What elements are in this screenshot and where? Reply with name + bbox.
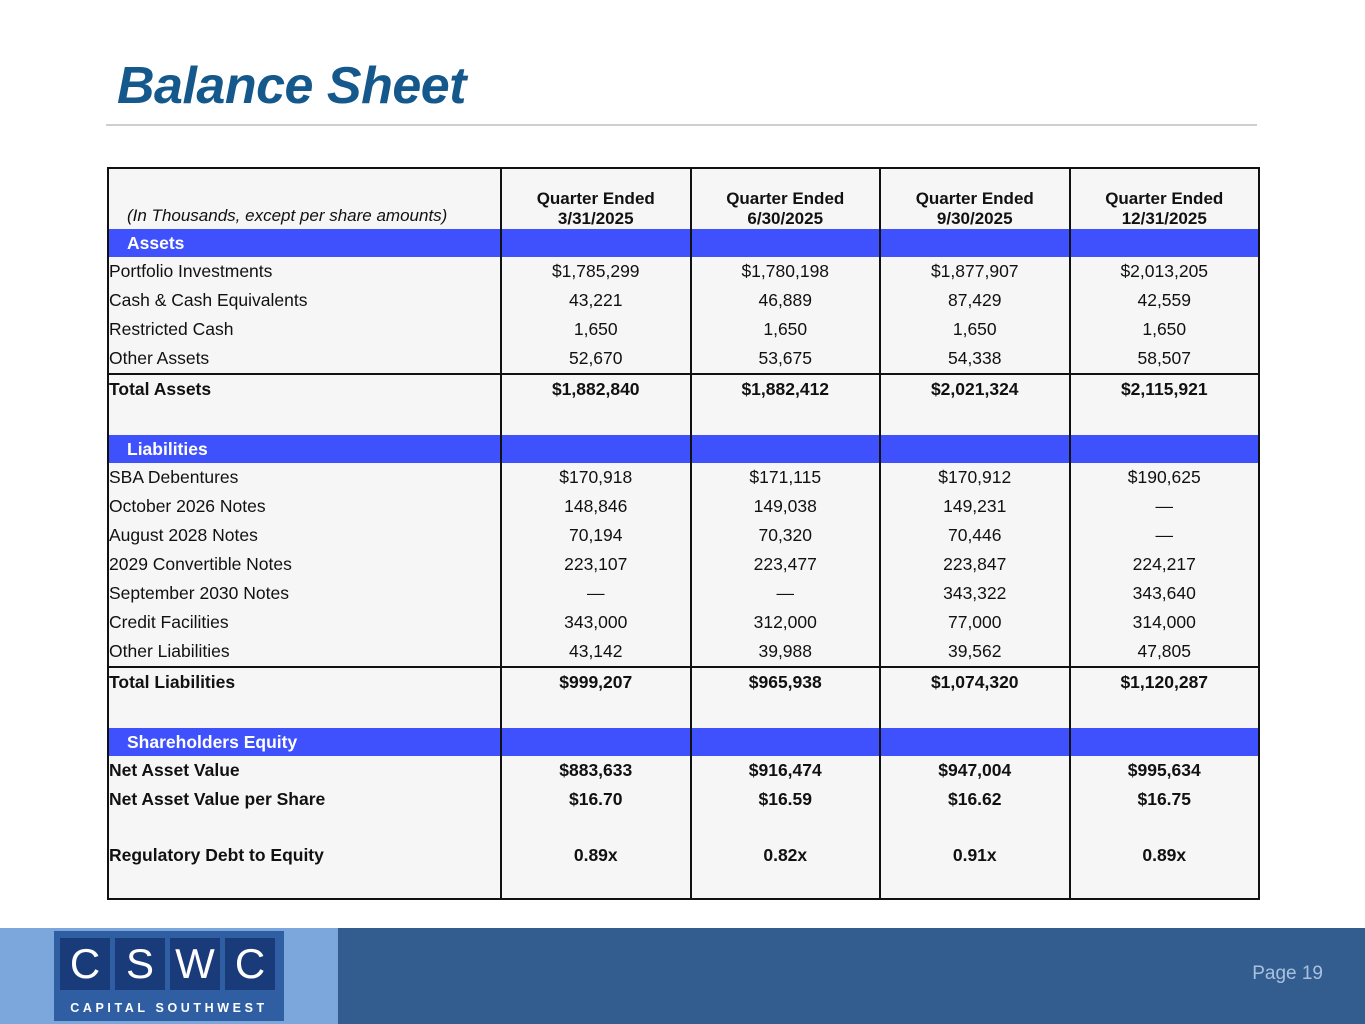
table-row xyxy=(108,608,1259,637)
cell-value: $16.70 xyxy=(501,785,691,814)
page-title: Balance Sheet xyxy=(117,57,466,115)
logo-letter: C xyxy=(60,938,110,990)
cell-value: 70,446 xyxy=(880,521,1070,550)
table-row xyxy=(108,344,1259,374)
cell-value: 149,231 xyxy=(880,492,1070,521)
cell-value: 52,670 xyxy=(501,344,691,374)
cell-value: 1,650 xyxy=(880,315,1070,344)
column-header: Quarter Ended 9/30/2025 xyxy=(880,168,1070,229)
column-header: Quarter Ended 3/31/2025 xyxy=(501,168,691,229)
cell-value: 224,217 xyxy=(1070,550,1260,579)
cell-value: 43,221 xyxy=(501,286,691,315)
row-label: Total Liabilities xyxy=(108,667,501,701)
cell-value: $190,625 xyxy=(1070,463,1260,492)
cell-value: 70,320 xyxy=(691,521,881,550)
cell-value: $1,785,299 xyxy=(501,257,691,286)
table-row xyxy=(108,463,1259,492)
cell-value: 77,000 xyxy=(880,608,1070,637)
cell-value: 42,559 xyxy=(1070,286,1260,315)
cell-value: $16.59 xyxy=(691,785,881,814)
cell-value: 149,038 xyxy=(691,492,881,521)
table-row xyxy=(108,315,1259,344)
row-label: Portfolio Investments xyxy=(109,261,273,281)
cell-value: $947,004 xyxy=(880,756,1070,785)
row-label: Net Asset Value xyxy=(109,760,240,780)
cell-value: $2,021,324 xyxy=(880,374,1070,408)
table-row xyxy=(108,637,1259,667)
cell-value: 39,988 xyxy=(691,637,881,667)
cell-value: $2,115,921 xyxy=(1070,374,1260,408)
total-liabilities-row xyxy=(108,667,1259,701)
cell-value: $2,013,205 xyxy=(1070,257,1260,286)
cell-value: 1,650 xyxy=(501,315,691,344)
cell-value: 58,507 xyxy=(1070,344,1260,374)
cell-value: 43,142 xyxy=(501,637,691,667)
table-row xyxy=(108,257,1259,286)
cell-value: $1,882,412 xyxy=(691,374,881,408)
cell-value: 54,338 xyxy=(880,344,1070,374)
total-assets-row xyxy=(108,374,1259,408)
section-header-assets: Assets xyxy=(108,229,1259,257)
row-label: SBA Debentures xyxy=(109,467,239,487)
table-row xyxy=(108,286,1259,315)
spacer-row xyxy=(108,701,1259,728)
cell-value: 343,640 xyxy=(1070,579,1260,608)
cell-value: $965,938 xyxy=(691,667,881,701)
row-label: Other Assets xyxy=(109,348,210,368)
cell-value: — xyxy=(501,579,691,608)
cell-value: $995,634 xyxy=(1070,756,1260,785)
nav-row xyxy=(108,756,1259,785)
spacer-row xyxy=(108,814,1259,841)
cell-value: 53,675 xyxy=(691,344,881,374)
logo-letter: C xyxy=(225,938,275,990)
row-label: Credit Facilities xyxy=(109,612,229,632)
company-logo xyxy=(54,931,284,1021)
page-number: Page 19 xyxy=(1252,963,1323,984)
cell-value: $1,074,320 xyxy=(880,667,1070,701)
nav-per-share-row xyxy=(108,785,1259,814)
cell-value: $1,882,840 xyxy=(501,374,691,408)
column-header: Quarter Ended 12/31/2025 xyxy=(1070,168,1260,229)
cell-value: 46,889 xyxy=(691,286,881,315)
cell-value: 223,847 xyxy=(880,550,1070,579)
row-label: Regulatory Debt to Equity xyxy=(109,845,324,865)
cell-value: 0.89x xyxy=(501,841,691,870)
logo-subtitle: CAPITAL SOUTHWEST xyxy=(70,1001,268,1015)
cell-value: 39,562 xyxy=(880,637,1070,667)
row-label: September 2030 Notes xyxy=(109,583,289,603)
cell-value: $170,912 xyxy=(880,463,1070,492)
cell-value: $1,877,907 xyxy=(880,257,1070,286)
row-label: 2029 Convertible Notes xyxy=(109,554,292,574)
row-label: Net Asset Value per Share xyxy=(109,789,326,809)
logo-letter: W xyxy=(170,938,220,990)
cell-value: 148,846 xyxy=(501,492,691,521)
table-row xyxy=(108,521,1259,550)
section-header-liabilities: Liabilities xyxy=(108,435,1259,463)
row-label: October 2026 Notes xyxy=(109,496,266,516)
cell-value: 343,000 xyxy=(501,608,691,637)
cell-value: 47,805 xyxy=(1070,637,1260,667)
spacer-row xyxy=(108,870,1259,899)
cell-value: — xyxy=(1070,492,1260,521)
cell-value: 223,477 xyxy=(691,550,881,579)
units-note: (In Thousands, except per share amounts) xyxy=(127,206,448,225)
cell-value: $171,115 xyxy=(691,463,881,492)
logo-letter: S xyxy=(115,938,165,990)
section-header-equity: Shareholders Equity xyxy=(108,728,1259,756)
cell-value: 1,650 xyxy=(691,315,881,344)
cell-value: $16.75 xyxy=(1070,785,1260,814)
row-label: August 2028 Notes xyxy=(109,525,258,545)
cell-value: $170,918 xyxy=(501,463,691,492)
title-divider xyxy=(106,124,1257,126)
cell-value: 1,650 xyxy=(1070,315,1260,344)
cell-value: — xyxy=(691,579,881,608)
cell-value: $883,633 xyxy=(501,756,691,785)
table-header-row xyxy=(108,168,1259,229)
cell-value: 0.82x xyxy=(691,841,881,870)
row-label: Total Assets xyxy=(108,374,501,408)
debt-to-equity-row xyxy=(108,841,1259,870)
cell-value: 223,107 xyxy=(501,550,691,579)
column-header: Quarter Ended 6/30/2025 xyxy=(691,168,881,229)
cell-value: 0.89x xyxy=(1070,841,1260,870)
table-row xyxy=(108,579,1259,608)
cell-value: $1,120,287 xyxy=(1070,667,1260,701)
balance-sheet-table xyxy=(107,167,1260,900)
cell-value: $1,780,198 xyxy=(691,257,881,286)
cell-value: $999,207 xyxy=(501,667,691,701)
cell-value: 87,429 xyxy=(880,286,1070,315)
table-row xyxy=(108,492,1259,521)
table-row xyxy=(108,550,1259,579)
cell-value: 70,194 xyxy=(501,521,691,550)
row-label: Restricted Cash xyxy=(109,319,234,339)
cell-value: $916,474 xyxy=(691,756,881,785)
cell-value: $16.62 xyxy=(880,785,1070,814)
row-label: Other Liabilities xyxy=(109,641,230,661)
spacer-row xyxy=(108,408,1259,435)
row-label: Cash & Cash Equivalents xyxy=(109,290,308,310)
cell-value: 312,000 xyxy=(691,608,881,637)
cell-value: 0.91x xyxy=(880,841,1070,870)
cell-value: — xyxy=(1070,521,1260,550)
cell-value: 343,322 xyxy=(880,579,1070,608)
cell-value: 314,000 xyxy=(1070,608,1260,637)
